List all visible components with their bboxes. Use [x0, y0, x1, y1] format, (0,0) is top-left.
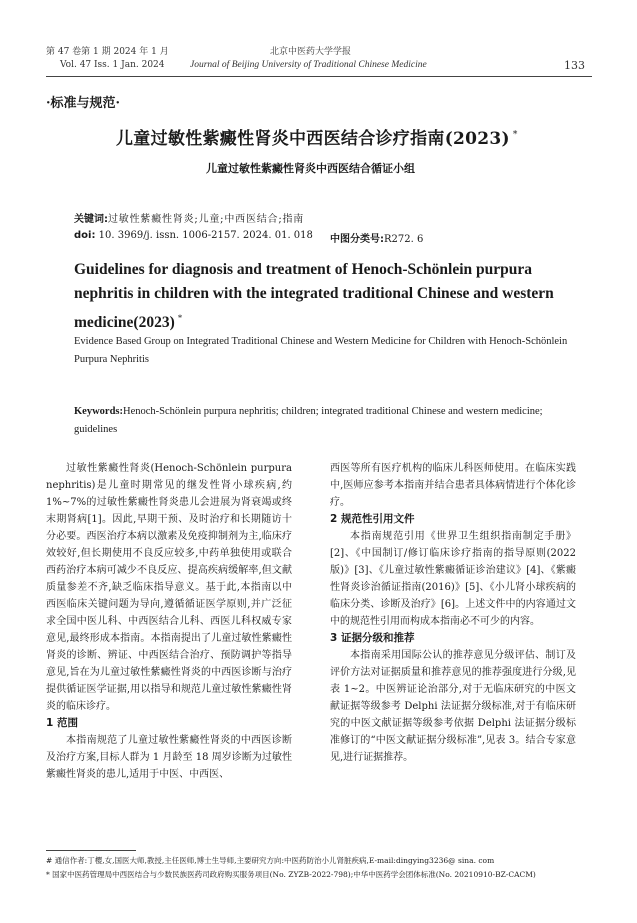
author-group-en: Evidence Based Group on Integrated Traditional Chinese and Western Medicine for Children with Henoch-Schönlein Purpura Nephritis — [74, 336, 568, 365]
keywords-cn-text: 过敏性紫癜性肾炎;儿童;中西医结合;指南 — [108, 214, 305, 225]
doi-label: doi: — [74, 230, 96, 241]
footnote-funding: * 国家中医药管理局中西医结合与少数民族医药司政府购买服务项目(No. ZYZB-2022-798);中华中医药学会团体标准(No. 20210910-BZ-CACM) — [46, 870, 536, 879]
journal-name-en: Journal of Beijing University of Traditional Chinese Medicine — [190, 60, 427, 70]
title-en-footnote-mark: * — [177, 313, 183, 323]
keywords-en-text: Henoch-Schönlein purpura nephritis; children; integrated traditional Chinese and western medicine; guidelines — [74, 406, 543, 435]
scope-paragraph: 本指南规范了儿童过敏性紫癜性肾炎的中西医诊断及治疗方案,目标人群为 1 月龄至 18 周岁诊断为过敏性紫癜性肾炎的患儿,适用于中医、中西医、 — [46, 735, 292, 780]
doi-value: 10. 3969/j. issn. 1006-2157. 2024. 01. 018 — [98, 230, 313, 241]
section-heading-evidence: 3 证据分级和推荐 — [330, 632, 415, 644]
section-heading-scope: 1 范围 — [46, 717, 78, 729]
title-en-text: Guidelines for diagnosis and treatment of Henoch-Schönlein purpura nephritis in children with the integrated traditional Chinese and western medicine(2023) — [74, 261, 554, 332]
clc-value: R272. 6 — [384, 234, 424, 245]
issue-info-cn: 第 47 卷第 1 期 2024 年 1 月 — [46, 47, 169, 57]
body-left-column — [46, 460, 292, 783]
article-title-en — [74, 258, 564, 335]
clc-label: 中图分类号: — [330, 234, 384, 245]
keywords-en — [74, 403, 574, 439]
keywords-cn-label: 关键词: — [74, 214, 108, 225]
section-heading-references: 2 规范性引用文件 — [330, 513, 415, 525]
article-title-cn — [116, 124, 518, 149]
keywords-en-label: Keywords: — [74, 406, 123, 417]
header-rule — [46, 76, 592, 77]
evidence-paragraph: 本指南采用国际公认的推荐意见分级评估、制订及评价方法对证据质量和推荐意见的推荐强度进行分级,见表 1~2。中医辨证论治部分,对于无临床研究的中医文献证据等级参考 Delphi 法证据分级标准,对于有临床研究的中医文献证据等级参考依据 Delphi 法证据分级标准修订的“中医文献证据分级标准”,见表 3。结合专家意见,进行证据推荐。 — [330, 650, 576, 763]
clc-line — [330, 230, 423, 245]
keywords-cn — [74, 210, 304, 225]
title-footnote-mark: * — [512, 130, 518, 141]
author-group-cn: 儿童过敏性紫癜性肾炎中西医结合循证小组 — [206, 162, 415, 175]
footnote-corresponding: # 通信作者:丁樱,女,国医大师,教授,主任医师,博士生导师,主要研究方向:中医药防治小儿肾脏疾病,E-mail:dingying3236@ sina. com — [46, 856, 495, 865]
section-label: ·标准与规范· — [46, 96, 121, 111]
title-cn-text: 儿童过敏性紫癜性肾炎中西医结合诊疗指南(2023) — [116, 129, 510, 149]
journal-name-cn: 北京中医药大学学报 — [270, 47, 352, 57]
issue-info-en: Vol. 47 Iss. 1 Jan. 2024 — [60, 60, 165, 70]
references-paragraph: 本指南规范引用《世界卫生组织指南制定手册》[2]、《中国制订/修订临床诊疗指南的指导原则(2022 版)》[3]、《儿童过敏性紫癜循证诊治建议》[4]、《紫癜性肾炎诊治循证指南(2016)》[5]、《小儿肾小球疾病的临床分类、诊断及治疗》[6]。上述文件中的内容通过文中的规范性引用而构成本指南必不可少的内容。 — [330, 531, 576, 627]
doi-line — [74, 230, 313, 241]
intro-paragraph: 过敏性紫癜性肾炎(Henoch-Schönlein purpura nephritis)是儿童时期常见的继发性肾小球疾病,约1%~7%的过敏性紫癜性肾炎患儿会进展为肾衰竭或终末期肾病[1]。因此,早期干预、及时治疗和长期随访十分必要。西医治疗本病以激素及免疫抑制剂为主,临床疗效较好,但长期使用不良反应较多,中药单独使用或联合西药治疗本病可减少不良反应、提高疾病缓解率,但文献质量参差不齐,缺乏临床指导意义。基于此,本指南以中西医临床关键问题为导向,遵循循证医学原则,并广泛征求全国中医儿科、中西医结合儿科、西医儿科权威专家意见,最终形成本指南。本指南提出了儿童过敏性紫癜性肾炎的诊断、辨证、中西医结合治疗、预防调护等指导意见,旨在为儿童过敏性紫癜性肾炎的中西医诊断与治疗提供循证医学证据,用以指导和规范儿童过敏性紫癜性肾炎的临床诊疗。 — [46, 463, 292, 712]
body-right-column — [330, 460, 576, 766]
scope-paragraph-cont: 西医等所有医疗机构的临床儿科医师使用。在临床实践中,医师应参考本指南并结合患者具体病情进行个体化诊疗。 — [330, 463, 576, 508]
page-number: 133 — [564, 59, 585, 72]
footnote-rule — [46, 850, 136, 851]
